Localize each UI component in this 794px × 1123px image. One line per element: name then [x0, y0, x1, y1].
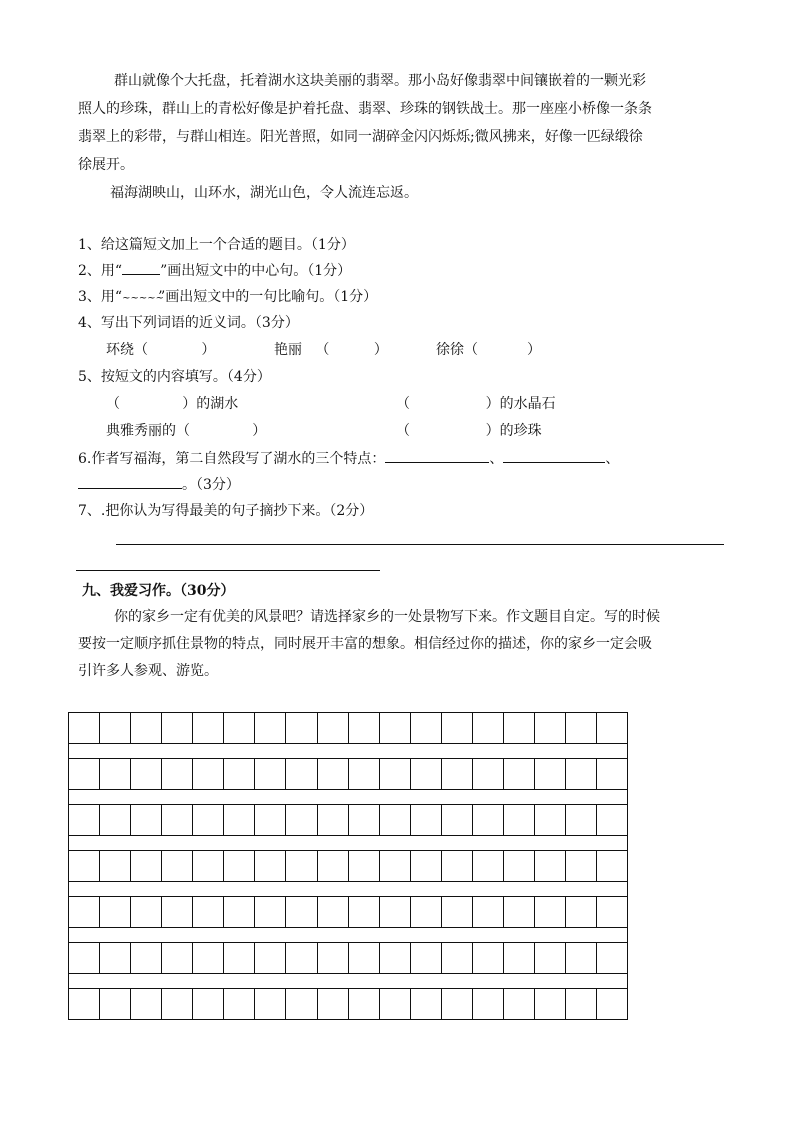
passage-line-4: 徐展开。	[78, 157, 134, 173]
answer-line-1[interactable]	[116, 544, 724, 545]
grid-cell[interactable]	[473, 758, 504, 790]
grid-cell[interactable]	[442, 758, 473, 790]
straight-line-mark	[122, 260, 160, 275]
question-5-item-a: （ ）的湖水	[106, 396, 239, 412]
grid-cell[interactable]	[566, 942, 597, 974]
grid-cell[interactable]	[411, 850, 442, 882]
grid-cell[interactable]	[131, 988, 162, 1020]
grid-cell[interactable]	[566, 804, 597, 836]
grid-cell[interactable]	[255, 758, 286, 790]
grid-cell[interactable]	[100, 942, 131, 974]
grid-cell[interactable]	[100, 850, 131, 882]
grid-cell[interactable]	[193, 712, 224, 744]
grid-cell[interactable]	[131, 942, 162, 974]
question-4-word-3: 徐徐（ ）	[436, 342, 541, 358]
grid-cell[interactable]	[162, 712, 193, 744]
grid-cell[interactable]	[286, 712, 317, 744]
question-6-continued	[78, 472, 240, 498]
grid-cell[interactable]	[442, 988, 473, 1020]
grid-cell[interactable]	[473, 850, 504, 882]
section-9-title: 九、我爱习作。（30分）	[82, 583, 235, 599]
question-5-item-c: 典雅秀丽的（ ）	[106, 423, 267, 439]
answer-blank-1[interactable]	[385, 448, 489, 463]
grid-cell[interactable]	[69, 712, 100, 744]
grid-cell[interactable]	[224, 988, 255, 1020]
grid-row	[68, 712, 628, 744]
grid-cell[interactable]	[162, 804, 193, 836]
grid-cell[interactable]	[131, 712, 162, 744]
question-1: 1、给这篇短文加上一个合适的题目。（1分）	[78, 237, 355, 253]
grid-cell[interactable]	[69, 896, 100, 928]
grid-cell[interactable]	[535, 988, 566, 1020]
grid-cell[interactable]	[318, 896, 349, 928]
grid-row	[68, 804, 628, 836]
wavy-line-mark: ~~~~~	[122, 293, 164, 304]
grid-cell[interactable]	[349, 942, 380, 974]
grid-row-gap	[68, 928, 628, 942]
grid-row-gap	[68, 882, 628, 896]
grid-cell[interactable]	[597, 942, 628, 974]
grid-cell[interactable]	[535, 850, 566, 882]
question-4: 4、写出下列词语的近义词。（3分）	[78, 315, 299, 331]
grid-row-gap	[68, 790, 628, 804]
grid-cell[interactable]	[100, 712, 131, 744]
question-6-end: 。（3分）	[182, 477, 240, 493]
grid-cell[interactable]	[318, 850, 349, 882]
question-3-prefix: 3、用“	[78, 289, 123, 305]
grid-cell[interactable]	[69, 758, 100, 790]
grid-cell[interactable]	[162, 896, 193, 928]
grid-cell[interactable]	[318, 942, 349, 974]
grid-cell[interactable]	[193, 988, 224, 1020]
grid-cell[interactable]	[162, 942, 193, 974]
answer-blank-3[interactable]	[78, 474, 182, 489]
grid-cell[interactable]	[349, 850, 380, 882]
grid-row-gap	[68, 974, 628, 988]
grid-row	[68, 896, 628, 928]
grid-cell[interactable]	[318, 804, 349, 836]
question-5-item-d: （ ）的珍珠	[396, 423, 542, 439]
grid-cell[interactable]	[69, 988, 100, 1020]
grid-cell[interactable]	[597, 988, 628, 1020]
grid-row-gap	[68, 836, 628, 850]
grid-cell[interactable]	[255, 896, 286, 928]
grid-cell[interactable]	[286, 850, 317, 882]
grid-cell[interactable]	[411, 758, 442, 790]
passage-line-1: 群山就像个大托盘，托着湖水这块美丽的翡翠。那小岛好像翡翠中间镶嵌着的一颗光彩	[114, 73, 646, 89]
grid-cell[interactable]	[380, 758, 411, 790]
passage-paragraph-2: 福海湖映山，山环水，湖光山色，令人流连忘返。	[110, 185, 418, 201]
grid-cell[interactable]	[380, 988, 411, 1020]
grid-cell[interactable]	[566, 896, 597, 928]
grid-cell[interactable]	[286, 758, 317, 790]
grid-cell[interactable]	[255, 988, 286, 1020]
section-9-line-3: 引许多人参观、游览。	[78, 663, 218, 679]
question-7: 7、.把你认为写得最美的句子摘抄下来。（2分）	[78, 503, 374, 519]
grid-cell[interactable]	[504, 850, 535, 882]
grid-cell[interactable]	[380, 804, 411, 836]
grid-row	[68, 942, 628, 974]
grid-cell[interactable]	[69, 804, 100, 836]
grid-cell[interactable]	[411, 804, 442, 836]
grid-cell[interactable]	[504, 758, 535, 790]
grid-cell[interactable]	[473, 804, 504, 836]
grid-row	[68, 850, 628, 882]
question-2-suffix: ”画出短文中的中心句。（1分）	[160, 263, 352, 279]
grid-cell[interactable]	[286, 896, 317, 928]
grid-cell[interactable]	[349, 896, 380, 928]
grid-cell[interactable]	[380, 712, 411, 744]
section-9-line-2: 要按一定顺序抓住景物的特点，同时展开丰富的想象。相信经过你的描述，你的家乡一定会吸	[78, 636, 652, 652]
question-5: 5、按短文的内容填写。（4分）	[78, 369, 271, 385]
grid-cell[interactable]	[473, 712, 504, 744]
grid-cell[interactable]	[504, 896, 535, 928]
grid-row-gap	[68, 744, 628, 758]
question-4-word-1: 环绕（ ）	[106, 342, 216, 358]
grid-cell[interactable]	[162, 758, 193, 790]
grid-cell[interactable]	[442, 942, 473, 974]
grid-cell[interactable]	[100, 896, 131, 928]
passage-line-2: 照人的珍珠，群山上的青松好像是护着托盘、翡翠、珍珠的钢铁战士。那一座座小桥像一条条	[78, 101, 652, 117]
grid-cell[interactable]	[442, 850, 473, 882]
grid-cell[interactable]	[597, 896, 628, 928]
passage-line-3: 翡翠上的彩带，与群山相连。阳光普照，如同一湖碎金闪闪烁烁;微风拂来，好像一匹绿缎徐	[78, 129, 643, 145]
grid-cell[interactable]	[535, 896, 566, 928]
grid-cell[interactable]	[255, 942, 286, 974]
grid-cell[interactable]	[597, 758, 628, 790]
grid-cell[interactable]	[411, 712, 442, 744]
grid-cell[interactable]	[131, 758, 162, 790]
grid-cell[interactable]	[100, 758, 131, 790]
grid-cell[interactable]	[535, 712, 566, 744]
grid-cell[interactable]	[193, 804, 224, 836]
grid-cell[interactable]	[224, 712, 255, 744]
question-5-item-b: （ ）的水晶石	[396, 396, 556, 412]
answer-blank-2[interactable]	[503, 448, 605, 463]
grid-row	[68, 758, 628, 790]
question-6-text: 6.作者写福海，第二自然段写了湖水的三个特点：	[78, 451, 386, 467]
section-9-line-1: 你的家乡一定有优美的风景吧？请选择家乡的一处景物写下来。作文题目自定。写的时候	[114, 609, 660, 625]
grid-cell[interactable]	[473, 988, 504, 1020]
grid-cell[interactable]	[349, 988, 380, 1020]
question-3	[78, 284, 377, 310]
writing-grid[interactable]	[68, 712, 628, 1020]
grid-cell[interactable]	[131, 804, 162, 836]
grid-cell[interactable]	[162, 988, 193, 1020]
grid-cell[interactable]	[286, 942, 317, 974]
grid-cell[interactable]	[597, 712, 628, 744]
grid-cell[interactable]	[380, 942, 411, 974]
grid-cell[interactable]	[504, 804, 535, 836]
grid-cell[interactable]	[349, 712, 380, 744]
grid-cell[interactable]	[286, 804, 317, 836]
grid-cell[interactable]	[100, 804, 131, 836]
grid-cell[interactable]	[411, 942, 442, 974]
grid-cell[interactable]	[566, 988, 597, 1020]
question-2-prefix: 2、用“	[78, 263, 123, 279]
grid-cell[interactable]	[131, 850, 162, 882]
grid-cell[interactable]	[224, 758, 255, 790]
grid-cell[interactable]	[566, 850, 597, 882]
grid-row	[68, 988, 628, 1020]
grid-cell[interactable]	[473, 942, 504, 974]
grid-cell[interactable]	[193, 850, 224, 882]
grid-cell[interactable]	[442, 804, 473, 836]
question-6	[78, 446, 619, 472]
grid-cell[interactable]	[411, 896, 442, 928]
grid-cell[interactable]	[100, 988, 131, 1020]
grid-cell[interactable]	[193, 942, 224, 974]
question-2	[78, 258, 351, 284]
grid-cell[interactable]	[535, 942, 566, 974]
grid-cell[interactable]	[193, 758, 224, 790]
question-6-separator-2: 、	[605, 451, 620, 467]
grid-cell[interactable]	[255, 804, 286, 836]
question-3-suffix: ”画出短文中的一句比喻句。（1分）	[158, 289, 378, 305]
grid-cell[interactable]	[380, 896, 411, 928]
grid-cell[interactable]	[473, 896, 504, 928]
grid-cell[interactable]	[69, 850, 100, 882]
question-6-separator-1: 、	[489, 451, 504, 467]
question-4-word-2: 艳丽 （ ）	[274, 342, 388, 358]
grid-cell[interactable]	[535, 758, 566, 790]
grid-cell[interactable]	[597, 804, 628, 836]
grid-cell[interactable]	[442, 712, 473, 744]
grid-cell[interactable]	[442, 896, 473, 928]
grid-cell[interactable]	[504, 988, 535, 1020]
grid-cell[interactable]	[224, 850, 255, 882]
grid-cell[interactable]	[286, 988, 317, 1020]
grid-cell[interactable]	[318, 712, 349, 744]
grid-cell[interactable]	[224, 942, 255, 974]
grid-cell[interactable]	[193, 896, 224, 928]
grid-cell[interactable]	[504, 712, 535, 744]
grid-cell[interactable]	[318, 988, 349, 1020]
grid-cell[interactable]	[566, 712, 597, 744]
grid-cell[interactable]	[131, 896, 162, 928]
grid-cell[interactable]	[69, 942, 100, 974]
grid-cell[interactable]	[318, 758, 349, 790]
grid-cell[interactable]	[349, 804, 380, 836]
grid-cell[interactable]	[535, 804, 566, 836]
grid-cell[interactable]	[504, 942, 535, 974]
grid-cell[interactable]	[380, 850, 411, 882]
grid-cell[interactable]	[224, 896, 255, 928]
grid-cell[interactable]	[255, 712, 286, 744]
grid-cell[interactable]	[162, 850, 193, 882]
grid-cell[interactable]	[349, 758, 380, 790]
grid-cell[interactable]	[597, 850, 628, 882]
grid-cell[interactable]	[411, 988, 442, 1020]
grid-cell[interactable]	[224, 804, 255, 836]
grid-cell[interactable]	[255, 850, 286, 882]
grid-cell[interactable]	[566, 758, 597, 790]
answer-line-2[interactable]	[76, 570, 380, 571]
